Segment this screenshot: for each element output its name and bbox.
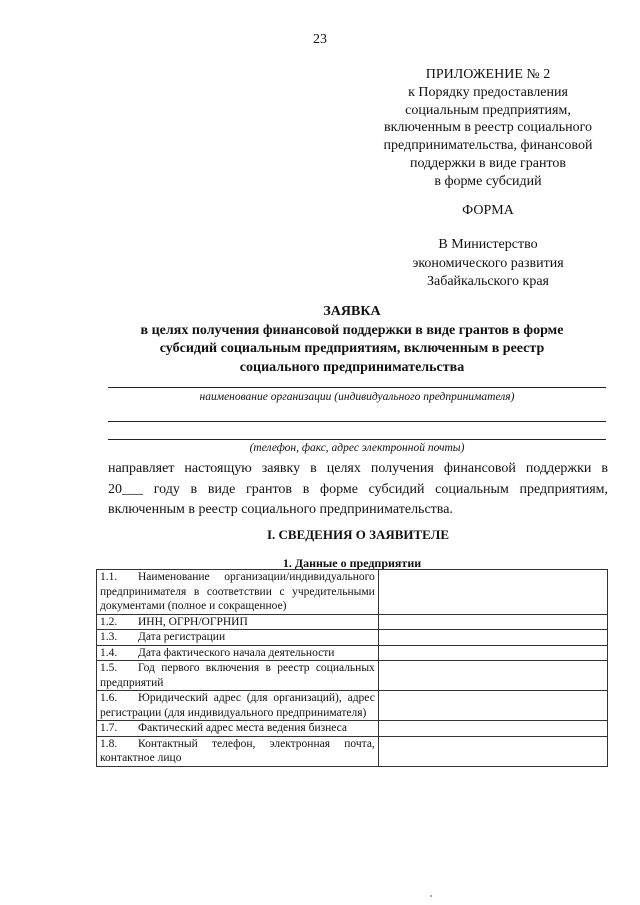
- table-row: [97, 661, 608, 691]
- appendix-line: социальным предприятиям,: [405, 102, 571, 118]
- row-value-cell[interactable]: [378, 570, 607, 615]
- form-label: ФОРМА: [462, 203, 514, 218]
- row-number: 1.4.: [100, 646, 118, 659]
- recipient-line: Забайкальского края: [426, 274, 549, 289]
- table-row: [97, 736, 608, 766]
- appendix-line: предпринимательства, финансовой: [383, 138, 593, 154]
- blank-fill-line: [108, 421, 606, 422]
- row-number: 1.1.: [100, 571, 118, 583]
- paragraph-line: 20___ году в виде грантов в форме субсидий социальным предприятиям,: [108, 481, 608, 497]
- table-row: [97, 614, 608, 630]
- appendix-line: поддержки в виде грантов: [409, 155, 567, 171]
- row-text: Дата фактического начала деятельности: [138, 646, 335, 659]
- appendix-header: [372, 66, 604, 191]
- title-line: субсидий социальным предприятиям, включенным в реестр: [159, 341, 545, 356]
- row-value-cell[interactable]: [378, 614, 607, 630]
- row-value-cell[interactable]: [378, 736, 607, 766]
- title-line: социального предпринимательства: [239, 359, 465, 375]
- row-number: 1.7.: [100, 722, 118, 734]
- section-title: I. СВЕДЕНИЯ О ЗАЯВИТЕЛЕ: [266, 527, 450, 542]
- subsection-title: 1. Данные о предприятии: [282, 556, 422, 570]
- row-number: 1.6.: [100, 692, 118, 704]
- row-label: [97, 691, 379, 721]
- row-value-cell[interactable]: [378, 630, 607, 646]
- title-heading: ЗАЯВКА: [323, 304, 381, 319]
- row-number: 1.3.: [100, 631, 118, 643]
- row-label: [97, 661, 379, 691]
- row-label: [97, 645, 379, 661]
- row-value-cell[interactable]: [378, 721, 607, 737]
- row-label: [97, 721, 379, 737]
- row-label: [97, 736, 379, 766]
- row-label: [97, 614, 379, 630]
- contacts-hint: (телефон, факс, адрес электронной почты): [249, 442, 465, 454]
- table-row: [97, 645, 608, 661]
- row-number: 1.5.: [100, 662, 118, 674]
- org-name-fill-line: [108, 387, 606, 388]
- row-text: Наименование организации/индивидуального предпринимателя в соответствии с учредительными документами (полное и сокращенное): [100, 571, 375, 612]
- row-number: 1.2.: [100, 615, 118, 628]
- row-value-cell[interactable]: [378, 661, 607, 691]
- table-row: [97, 691, 608, 721]
- contacts-fill-line: [108, 439, 606, 440]
- row-text: Контактный телефон, электронная почта, контактное лицо: [100, 737, 375, 764]
- row-label: [97, 570, 379, 615]
- appendix-line: ПРИЛОЖЕНИЕ № 2: [425, 67, 551, 82]
- appendix-line: в форме субсидий: [434, 173, 542, 189]
- recipient-block: [372, 236, 604, 292]
- row-value-cell[interactable]: [378, 691, 607, 721]
- table-row: [97, 721, 608, 737]
- scan-speck: [430, 895, 432, 897]
- enterprise-data-table: [96, 569, 608, 767]
- row-text: Фактический адрес места ведения бизнеса: [138, 722, 348, 734]
- appendix-line: к Порядку предоставления: [408, 84, 568, 100]
- document-title: [96, 303, 608, 377]
- row-label: [97, 630, 379, 646]
- recipient-line: экономического развития: [412, 255, 564, 271]
- title-line: в целях получения финансовой поддержки в виде грантов в форме: [140, 322, 564, 338]
- row-text: Юридический адрес (для организаций), адрес регистрации (для индивидуального предпринимателя): [100, 692, 375, 719]
- row-text: Год первого включения в реестр социальных предприятий: [100, 662, 375, 689]
- recipient-line: В Министерство: [438, 237, 538, 252]
- paragraph-line: направляет настоящую заявку в целях получения финансовой поддержки в: [108, 461, 608, 476]
- table-row: [97, 630, 608, 646]
- table-row: [97, 570, 608, 615]
- intro-paragraph: [108, 459, 608, 521]
- row-value-cell[interactable]: [378, 645, 607, 661]
- row-text: Дата регистрации: [138, 631, 226, 643]
- row-text: ИНН, ОГРН/ОГРНИП: [138, 615, 248, 628]
- row-number: 1.8.: [100, 737, 118, 750]
- appendix-line: включенным в реестр социального: [383, 120, 592, 136]
- org-name-hint: наименование организации (индивидуального предпринимателя): [199, 391, 515, 403]
- paragraph-line: включенным в реестр социального предпринимательства.: [108, 502, 453, 517]
- page-number: 23: [313, 32, 327, 47]
